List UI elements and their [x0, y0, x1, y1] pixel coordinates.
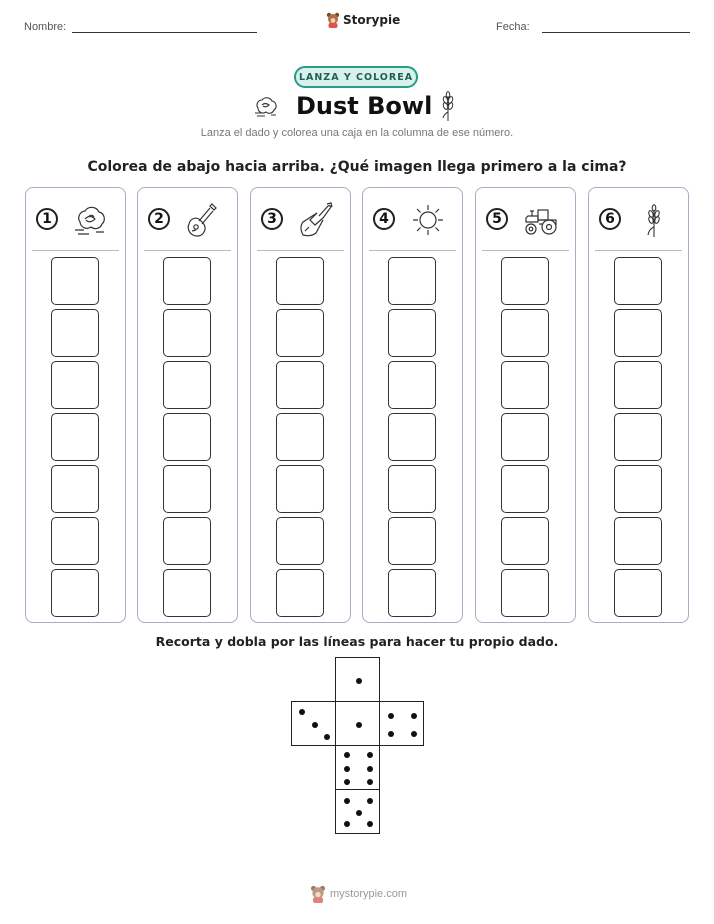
column-number: 1 — [36, 208, 58, 230]
column-divider — [144, 250, 231, 251]
date-label: Fecha: — [496, 21, 530, 33]
color-box[interactable] — [501, 569, 549, 617]
date-line[interactable] — [542, 32, 690, 33]
color-box[interactable] — [276, 257, 324, 305]
die-face-5 — [335, 789, 380, 834]
color-box[interactable] — [614, 413, 662, 461]
color-box[interactable] — [501, 257, 549, 305]
die-pip — [367, 779, 373, 785]
column-divider — [257, 250, 344, 251]
color-box[interactable] — [51, 569, 99, 617]
die-pip — [367, 798, 373, 804]
die-face-1 — [335, 701, 380, 746]
column-number: 4 — [373, 208, 395, 230]
column-5 — [475, 187, 576, 623]
color-box[interactable] — [51, 361, 99, 409]
color-box[interactable] — [51, 309, 99, 357]
color-box[interactable] — [388, 465, 436, 513]
die-face-6 — [335, 745, 380, 790]
color-box[interactable] — [501, 413, 549, 461]
color-box[interactable] — [614, 257, 662, 305]
brand-name: Storypie — [343, 13, 401, 27]
color-box[interactable] — [388, 361, 436, 409]
color-box[interactable] — [163, 517, 211, 565]
die-pip — [344, 766, 350, 772]
wheat-icon — [440, 90, 456, 122]
die-pip — [344, 821, 350, 827]
color-box[interactable] — [614, 569, 662, 617]
page-title: Dust Bowl — [296, 92, 433, 120]
die-pip — [367, 821, 373, 827]
bear-icon — [326, 12, 340, 28]
guitar-icon — [184, 202, 222, 238]
die-face-1 — [335, 657, 380, 702]
die-pip — [356, 678, 362, 684]
color-box[interactable] — [501, 517, 549, 565]
die-pip — [388, 713, 394, 719]
wheat-icon — [635, 202, 673, 238]
color-box[interactable] — [614, 309, 662, 357]
trowel-icon — [297, 202, 335, 238]
color-box[interactable] — [501, 309, 549, 357]
column-number: 3 — [261, 208, 283, 230]
column-divider — [595, 250, 682, 251]
sun-icon — [409, 202, 447, 238]
color-box[interactable] — [163, 257, 211, 305]
color-box[interactable] — [388, 309, 436, 357]
name-line[interactable] — [72, 32, 257, 33]
color-box[interactable] — [163, 361, 211, 409]
die-pip — [367, 752, 373, 758]
color-box[interactable] — [614, 361, 662, 409]
color-box[interactable] — [276, 413, 324, 461]
color-box[interactable] — [163, 413, 211, 461]
color-box[interactable] — [388, 517, 436, 565]
column-2 — [137, 187, 238, 623]
die-face-3 — [291, 701, 336, 746]
color-box[interactable] — [51, 465, 99, 513]
color-box[interactable] — [614, 465, 662, 513]
die-pip — [356, 810, 362, 816]
column-divider — [369, 250, 456, 251]
color-box[interactable] — [388, 569, 436, 617]
coloring-instruction: Colorea de abajo hacia arriba. ¿Qué imagen llega primero a la cima? — [87, 159, 627, 175]
activity-badge: LANZA Y COLOREA — [294, 66, 418, 88]
die-pip — [344, 752, 350, 758]
die-pip — [411, 713, 417, 719]
color-box[interactable] — [51, 257, 99, 305]
dust-cloud-icon — [253, 94, 279, 118]
die-pip — [411, 731, 417, 737]
color-box[interactable] — [501, 361, 549, 409]
name-label: Nombre: — [24, 21, 67, 33]
die-pip — [312, 722, 318, 728]
column-4 — [362, 187, 463, 623]
die-pip — [356, 722, 362, 728]
color-box[interactable] — [163, 309, 211, 357]
footer-url[interactable]: mystorypie.com — [330, 888, 408, 900]
color-box[interactable] — [501, 465, 549, 513]
column-number: 2 — [148, 208, 170, 230]
die-pip — [367, 766, 373, 772]
color-box[interactable] — [51, 413, 99, 461]
color-box[interactable] — [276, 465, 324, 513]
color-box[interactable] — [276, 517, 324, 565]
dust-cloud-icon — [72, 202, 110, 238]
color-box[interactable] — [163, 569, 211, 617]
die-face-4 — [379, 701, 424, 746]
die-pip — [324, 734, 330, 740]
column-6 — [588, 187, 689, 623]
color-box[interactable] — [276, 361, 324, 409]
column-number: 6 — [599, 208, 621, 230]
color-box[interactable] — [388, 257, 436, 305]
die-pip — [344, 779, 350, 785]
color-box[interactable] — [614, 517, 662, 565]
brand-logo — [326, 12, 400, 28]
bear-icon — [310, 885, 326, 903]
die-pip — [344, 798, 350, 804]
color-box[interactable] — [276, 569, 324, 617]
page-subtitle: Lanza el dado y colorea una caja en la columna de ese número. — [200, 127, 514, 139]
die-pip — [388, 731, 394, 737]
color-box[interactable] — [51, 517, 99, 565]
footer — [310, 885, 407, 903]
dice-instruction: Recorta y dobla por las líneas para hacer tu propio dado. — [155, 634, 559, 649]
column-3 — [250, 187, 351, 623]
color-box[interactable] — [388, 413, 436, 461]
die-pip — [299, 709, 305, 715]
column-number: 5 — [486, 208, 508, 230]
color-box[interactable] — [163, 465, 211, 513]
column-1 — [25, 187, 126, 623]
column-divider — [482, 250, 569, 251]
color-box[interactable] — [276, 309, 324, 357]
tractor-icon — [522, 202, 560, 238]
column-divider — [32, 250, 119, 251]
